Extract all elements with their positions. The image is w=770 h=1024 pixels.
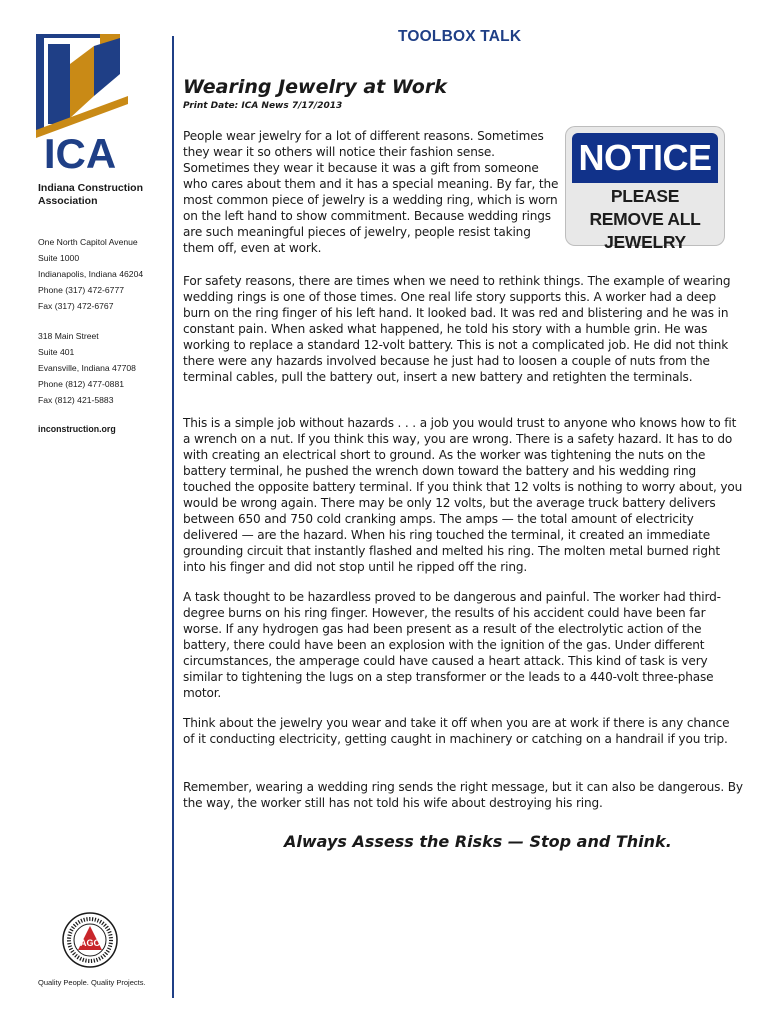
address-line: Indianapolis, Indiana 46204 (38, 269, 144, 279)
office-address-2 (38, 328, 168, 408)
address-line: Evansville, Indiana 47708 (38, 363, 136, 373)
sidebar (0, 0, 172, 1024)
website-link[interactable]: inconstruction.org (38, 424, 116, 434)
org-name: Indiana Construction Association (38, 182, 143, 207)
article-title: Wearing Jewelry at Work (183, 76, 447, 98)
fax-number: Fax (812) 421-5883 (38, 395, 114, 405)
phone-number: Phone (812) 477-0881 (38, 379, 125, 389)
notice-message: PLEASE REMOVE ALL JEWELRY (589, 186, 701, 252)
address-line: One North Capitol Avenue (38, 237, 138, 247)
seal-letters: AGC (80, 938, 100, 948)
office-address-1 (38, 234, 168, 314)
tagline: Quality People. Quality Projects. (38, 978, 146, 987)
paragraph: Remember, wearing a wedding ring sends the right message, but it can also be dangerous. By the way, the worker still has not told his wife about destroying his ring. (183, 780, 743, 810)
ica-logo (36, 34, 128, 172)
fax-number: Fax (317) 472-6767 (38, 301, 114, 311)
closing-slogan: Always Assess the Risks — Stop and Think. (284, 832, 672, 851)
paragraph: This is a simple job without hazards . . . a job you would trust to anyone who knows how to fit a wrench on a nut. If you think this way, you are wrong. There is a safety hazard. It has to do with creating an electrical short to ground. As the worker was tightening the nuts on the battery terminal, he pushed the wrench down toward the battery and his wedding ring touched the opposite battery terminal. If you think that 12 volts is nothing to worry about, you would be wrong again. There may be only 12 volts, but the average truck battery delivers between 650 and 750 cold cranking amps. The amps — the total amount of electricity delivered — are the hazard. When his ring touched the terminal, it created an immediate grounding circuit that instantly flashed and melted his ring. The molten metal burned right into his finger and did not stop until he ripped off the ring. (183, 416, 743, 574)
notice-sign-image (566, 127, 724, 252)
agc-seal-logo (62, 912, 118, 968)
header-title: TOOLBOX TALK (398, 28, 522, 45)
sidebar-divider (172, 36, 174, 998)
print-date: Print Date: ICA News 7/17/2013 (183, 101, 343, 111)
paragraph: Think about the jewelry you wear and take it off when you are at work if there is any chance of it conducting electricity, getting caught in machinery or catching on a handrail if you trip. (183, 716, 730, 746)
address-line: Suite 1000 (38, 253, 80, 263)
phone-number: Phone (317) 472-6777 (38, 285, 125, 295)
address-line: Suite 401 (38, 347, 75, 357)
paragraph: People wear jewelry for a lot of different reasons. Sometimes they wear it so others will notice their fashion sense. Sometimes they wear it because it was a gift from someone who cares about them and it has a special meaning. By far, the most common piece of jewelry is a wedding ring, which is worn on the left hand to show commitment. Because wedding rings are such meaningful pieces of jewelry, people resist taking them off, even at work. (183, 129, 559, 255)
paragraph: For safety reasons, there are times when we need to rethink things. The example of wearing wedding rings is one of those times. One real life story supports this. A worker had a deep burn on the ring finger of his left hand. It looked bad. It was red and blistering and he was in constant pain. When asked what happened, he told his story with a humble grin. He was working to replace a standard 12-volt battery. This is not a complicated job. He did not think there were any hazards involved because he just had to loosen a couple of nuts from the terminal cables, pull the battery out, insert a new battery and retighten the terminals. (183, 274, 731, 384)
logo-text: ICA (43, 130, 117, 172)
address-line: 318 Main Street (38, 331, 99, 341)
paragraph: A task thought to be hazardless proved to be dangerous and painful. The worker had third-degree burns on his ring finger. However, the results of his accident could have been far worse. If any hydrogen gas had been present as a result of the electrolytic action of the battery, there could have been an explosion with the ignition of the gas. Under different circumstances, the amperage could have caused a heart attack. This kind of task is very similar to tightening the lugs on a step transformer or the leads to a 440-volt three-phase motor. (183, 590, 721, 700)
notice-heading: NOTICE (572, 133, 718, 183)
